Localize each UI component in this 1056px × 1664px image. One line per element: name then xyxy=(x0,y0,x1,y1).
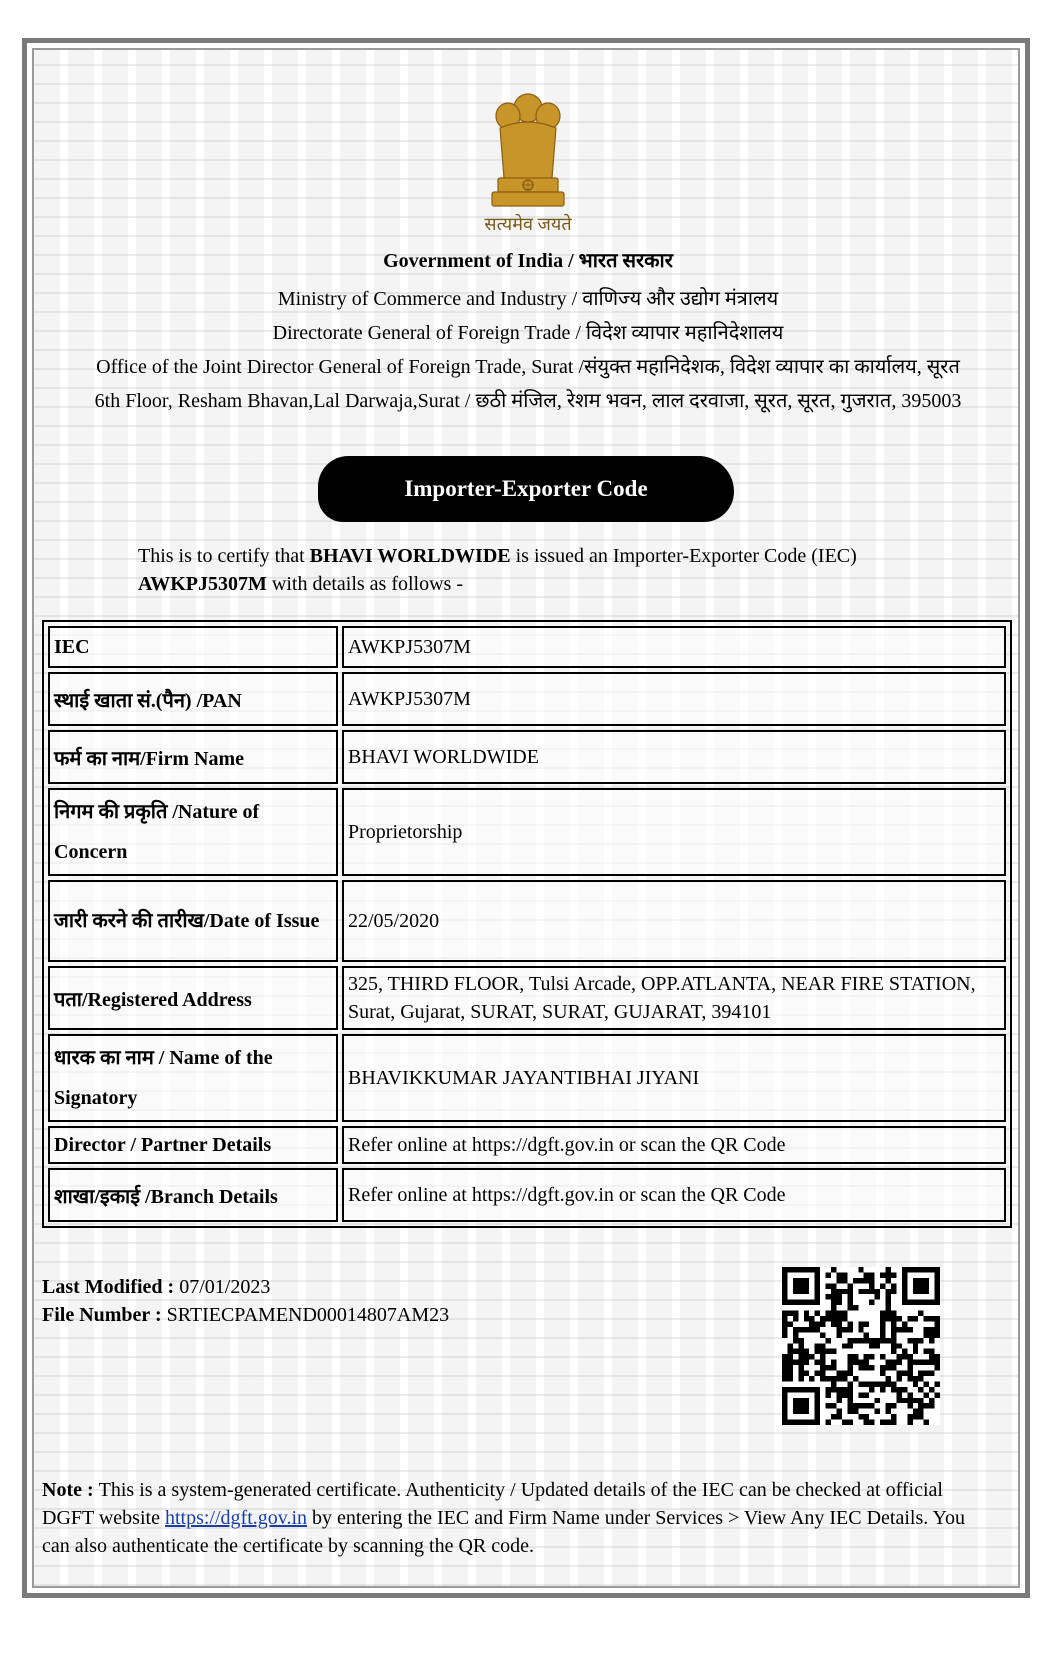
dgft-link[interactable]: https://dgft.gov.in xyxy=(164,1507,308,1529)
row-value: AWKPJ5307M xyxy=(342,672,1006,726)
row-value: BHAVIKKUMAR JAYANTIBHAI JIYANI xyxy=(342,1034,1006,1122)
row-label: स्थाई खाता सं.(पैन) /PAN xyxy=(48,672,338,726)
motto-text: सत्यमेव जयते xyxy=(484,214,572,234)
file-number-value: SRTIECPAMEND00014807AM23 xyxy=(166,1304,450,1326)
row-value: 22/05/2020 xyxy=(342,880,1006,962)
certificate-title: Importer-Exporter Code xyxy=(404,476,648,501)
certify-iec: AWKPJ5307M xyxy=(138,573,267,595)
qr-code-icon[interactable] xyxy=(782,1267,940,1425)
details-table xyxy=(42,620,1012,1228)
header-office: Office of the Joint Director General of Foreign Trade, Surat /संयुक्त महानिदेशक, विदेश व्यापार का कार्यालय, सूरत xyxy=(96,356,960,378)
certify-middle: is issued an Importer-Exporter Code (IEC) xyxy=(510,545,857,567)
row-label: पता/Registered Address xyxy=(48,966,338,1030)
certify-statement xyxy=(138,542,918,598)
table-row xyxy=(48,626,1006,668)
table-row xyxy=(48,880,1006,962)
row-value: BHAVI WORLDWIDE xyxy=(342,730,1006,784)
certificate-title-badge xyxy=(318,456,734,522)
certify-firm: BHAVI WORLDWIDE xyxy=(309,545,511,567)
row-label: शाखा/इकाई /Branch Details xyxy=(48,1168,338,1222)
certify-prefix: This is to certify that xyxy=(138,545,310,567)
note-label: Note : xyxy=(42,1479,99,1501)
note-text-1: This is a system-generated certificate. Authenticity / Updated details of the IEC can be checked at official DGFT website xyxy=(42,1479,943,1529)
row-label: Director / Partner Details xyxy=(48,1126,338,1164)
table-row xyxy=(48,730,1006,784)
row-value: Refer online at https://dgft.gov.in or scan the QR Code xyxy=(342,1168,1006,1222)
header-ministry: Ministry of Commerce and Industry / वाणिज्य और उद्योग मंत्रालय xyxy=(277,288,779,310)
row-value: Proprietorship xyxy=(342,788,1006,876)
note-paragraph xyxy=(42,1476,982,1560)
file-number-label: File Number : xyxy=(42,1304,167,1326)
table-row xyxy=(48,1034,1006,1122)
row-value: 325, THIRD FLOOR, Tulsi Arcade, OPP.ATLANTA, NEAR FIRE STATION, Surat, Gujarat, SURAT, SURAT, GUJARAT, 394101 xyxy=(342,966,1006,1030)
last-modified-label: Last Modified : xyxy=(42,1276,180,1298)
header-government: Government of India / भारत सरकार xyxy=(383,250,673,272)
header-directorate: Directorate General of Foreign Trade / विदेश व्यापार महानिदेशालय xyxy=(272,322,784,344)
table-row xyxy=(48,966,1006,1030)
header-address: 6th Floor, Resham Bhavan,Lal Darwaja,Surat / छठी मंजिल, रेशम भवन, लाल दरवाजा, सूरत, सूरत, गुजरात, 395003 xyxy=(94,390,962,412)
row-label: जारी करने की तारीख/Date of Issue xyxy=(48,880,338,962)
certify-suffix: with details as follows - xyxy=(266,573,463,595)
row-label: फर्म का नाम/Firm Name xyxy=(48,730,338,784)
table-row xyxy=(48,788,1006,876)
row-label: निगम की प्रकृति /Nature of Concern xyxy=(48,788,338,876)
file-number xyxy=(42,1304,449,1327)
row-value: Refer online at https://dgft.gov.in or scan the QR Code xyxy=(342,1126,1006,1164)
last-modified-value: 07/01/2023 xyxy=(179,1276,271,1298)
row-label: धारक का नाम / Name of the Signatory xyxy=(48,1034,338,1122)
last-modified xyxy=(42,1276,270,1299)
table-row xyxy=(48,1168,1006,1222)
note-text-2: by entering the IEC and Firm Name under Services > View Any IEC Details. You can also authenticate the certificate by scanning the QR code. xyxy=(42,1507,965,1557)
national-emblem-icon xyxy=(478,86,578,216)
row-label: IEC xyxy=(48,626,338,668)
table-row xyxy=(48,672,1006,726)
table-row xyxy=(48,1126,1006,1164)
row-value: AWKPJ5307M xyxy=(342,626,1006,668)
